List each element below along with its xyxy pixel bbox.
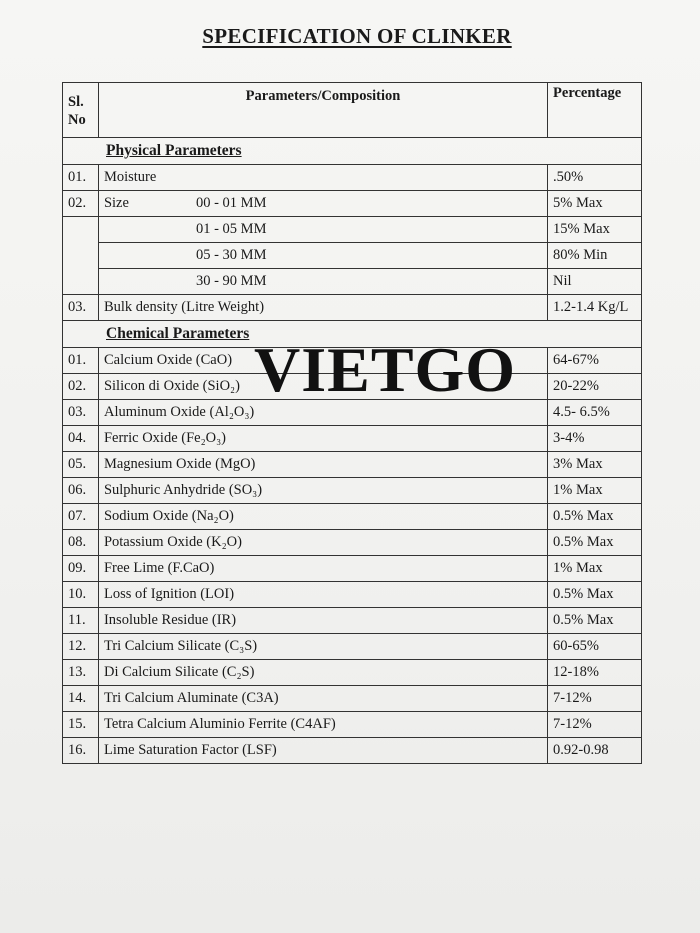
table-row bbox=[63, 660, 642, 686]
row-percentage: 12-18% bbox=[548, 660, 642, 686]
table-row bbox=[63, 738, 642, 764]
row-percentage: .50% bbox=[548, 165, 642, 191]
row-parameter: Sodium Oxide (Na₂O) bbox=[98, 504, 547, 530]
row-parameter bbox=[98, 191, 547, 217]
row-parameter: Lime Saturation Factor (LSF) bbox=[98, 738, 547, 764]
row-parameter: Tetra Calcium Aluminio Ferrite (C4AF) bbox=[98, 712, 547, 738]
row-parameter: Ferric Oxide (Fe₂O₃) bbox=[98, 426, 547, 452]
section-title-chemical: Chemical Parameters bbox=[106, 325, 250, 342]
row-serial: 03. bbox=[63, 295, 99, 321]
row-serial: 14. bbox=[63, 686, 99, 712]
row-serial: 03. bbox=[63, 400, 99, 426]
section-row-physical bbox=[63, 138, 642, 165]
row-percentage: 60-65% bbox=[548, 634, 642, 660]
row-parameter bbox=[98, 217, 547, 243]
table-row bbox=[63, 530, 642, 556]
table-row bbox=[63, 478, 642, 504]
physical-parameters-body bbox=[63, 165, 642, 321]
row-percentage: 15% Max bbox=[548, 217, 642, 243]
chemical-parameters-body bbox=[63, 348, 642, 764]
row-percentage: 7-12% bbox=[548, 686, 642, 712]
row-percentage: 1% Max bbox=[548, 556, 642, 582]
row-parameter: Di Calcium Silicate (C₂S) bbox=[98, 660, 547, 686]
row-parameter: Potassium Oxide (K₂O) bbox=[98, 530, 547, 556]
row-parameter: Aluminum Oxide (Al₂O₃) bbox=[98, 400, 547, 426]
row-serial: 04. bbox=[63, 426, 99, 452]
row-percentage: 0.5% Max bbox=[548, 530, 642, 556]
row-parameter: Moisture bbox=[98, 165, 547, 191]
header-percentage: Percentage bbox=[548, 83, 642, 138]
row-serial: 15. bbox=[63, 712, 99, 738]
row-parameter: Magnesium Oxide (MgO) bbox=[98, 452, 547, 478]
row-serial: 16. bbox=[63, 738, 99, 764]
table-row bbox=[63, 217, 642, 243]
size-range: 30 - 90 MM bbox=[195, 273, 267, 289]
row-serial: 01. bbox=[63, 348, 99, 374]
row-serial: 07. bbox=[63, 504, 99, 530]
table-row bbox=[63, 504, 642, 530]
row-parameter: Calcium Oxide (CaO) bbox=[98, 348, 547, 374]
row-serial bbox=[63, 269, 99, 295]
row-percentage: 20-22% bbox=[548, 374, 642, 400]
table-row bbox=[63, 556, 642, 582]
document-title: SPECIFICATION OF CLINKER bbox=[202, 24, 512, 48]
row-serial: 02. bbox=[63, 191, 99, 217]
table-row bbox=[63, 608, 642, 634]
row-parameter bbox=[98, 243, 547, 269]
table-row bbox=[63, 582, 642, 608]
row-percentage: 5% Max bbox=[548, 191, 642, 217]
row-parameter bbox=[98, 269, 547, 295]
row-percentage: 0.5% Max bbox=[548, 504, 642, 530]
row-percentage: Nil bbox=[548, 269, 642, 295]
row-percentage: 0.92-0.98 bbox=[548, 738, 642, 764]
table-row bbox=[63, 634, 642, 660]
header-parameters: Parameters/Composition bbox=[98, 83, 547, 138]
row-serial bbox=[63, 243, 99, 269]
vietgo-watermark: VIETGO bbox=[254, 334, 517, 405]
row-serial: 09. bbox=[63, 556, 99, 582]
table-row bbox=[63, 452, 642, 478]
row-parameter: Insoluble Residue (IR) bbox=[98, 608, 547, 634]
parameter-label: Size bbox=[103, 195, 129, 211]
row-parameter: Loss of Ignition (LOI) bbox=[98, 582, 547, 608]
row-percentage: 7-12% bbox=[548, 712, 642, 738]
table-header-row bbox=[63, 83, 642, 138]
table-row bbox=[63, 191, 642, 217]
header-sl-no: Sl. No bbox=[63, 83, 99, 138]
row-parameter: Tri Calcium Silicate (C₃S) bbox=[98, 634, 547, 660]
table-row bbox=[63, 269, 642, 295]
row-serial: 12. bbox=[63, 634, 99, 660]
row-percentage: 64-67% bbox=[548, 348, 642, 374]
row-percentage: 3% Max bbox=[548, 452, 642, 478]
size-range: 05 - 30 MM bbox=[195, 247, 267, 263]
row-parameter: Silicon di Oxide (SiO₂) bbox=[98, 374, 547, 400]
table-row bbox=[63, 426, 642, 452]
row-percentage: 0.5% Max bbox=[548, 608, 642, 634]
section-title-physical: Physical Parameters bbox=[106, 142, 242, 159]
row-serial: 08. bbox=[63, 530, 99, 556]
row-percentage: 1.2-1.4 Kg/L bbox=[548, 295, 642, 321]
row-serial: 02. bbox=[63, 374, 99, 400]
row-percentage: 0.5% Max bbox=[548, 582, 642, 608]
table-row bbox=[63, 712, 642, 738]
row-serial: 13. bbox=[63, 660, 99, 686]
row-parameter: Free Lime (F.CaO) bbox=[98, 556, 547, 582]
row-percentage: 1% Max bbox=[548, 478, 642, 504]
row-serial: 01. bbox=[63, 165, 99, 191]
table-row bbox=[63, 165, 642, 191]
table-row bbox=[63, 243, 642, 269]
row-percentage: 3-4% bbox=[548, 426, 642, 452]
row-serial: 10. bbox=[63, 582, 99, 608]
row-serial: 11. bbox=[63, 608, 99, 634]
size-range: 01 - 05 MM bbox=[195, 221, 267, 237]
table-row bbox=[63, 295, 642, 321]
row-percentage: 4.5- 6.5% bbox=[548, 400, 642, 426]
row-parameter: Bulk density (Litre Weight) bbox=[98, 295, 547, 321]
row-parameter: Tri Calcium Aluminate (C3A) bbox=[98, 686, 547, 712]
specification-table bbox=[62, 82, 642, 764]
size-range: 00 - 01 MM bbox=[195, 195, 267, 211]
row-serial: 05. bbox=[63, 452, 99, 478]
row-serial bbox=[63, 217, 99, 243]
row-parameter: Sulphuric Anhydride (SO₃) bbox=[98, 478, 547, 504]
table-row bbox=[63, 686, 642, 712]
row-serial: 06. bbox=[63, 478, 99, 504]
row-percentage: 80% Min bbox=[548, 243, 642, 269]
